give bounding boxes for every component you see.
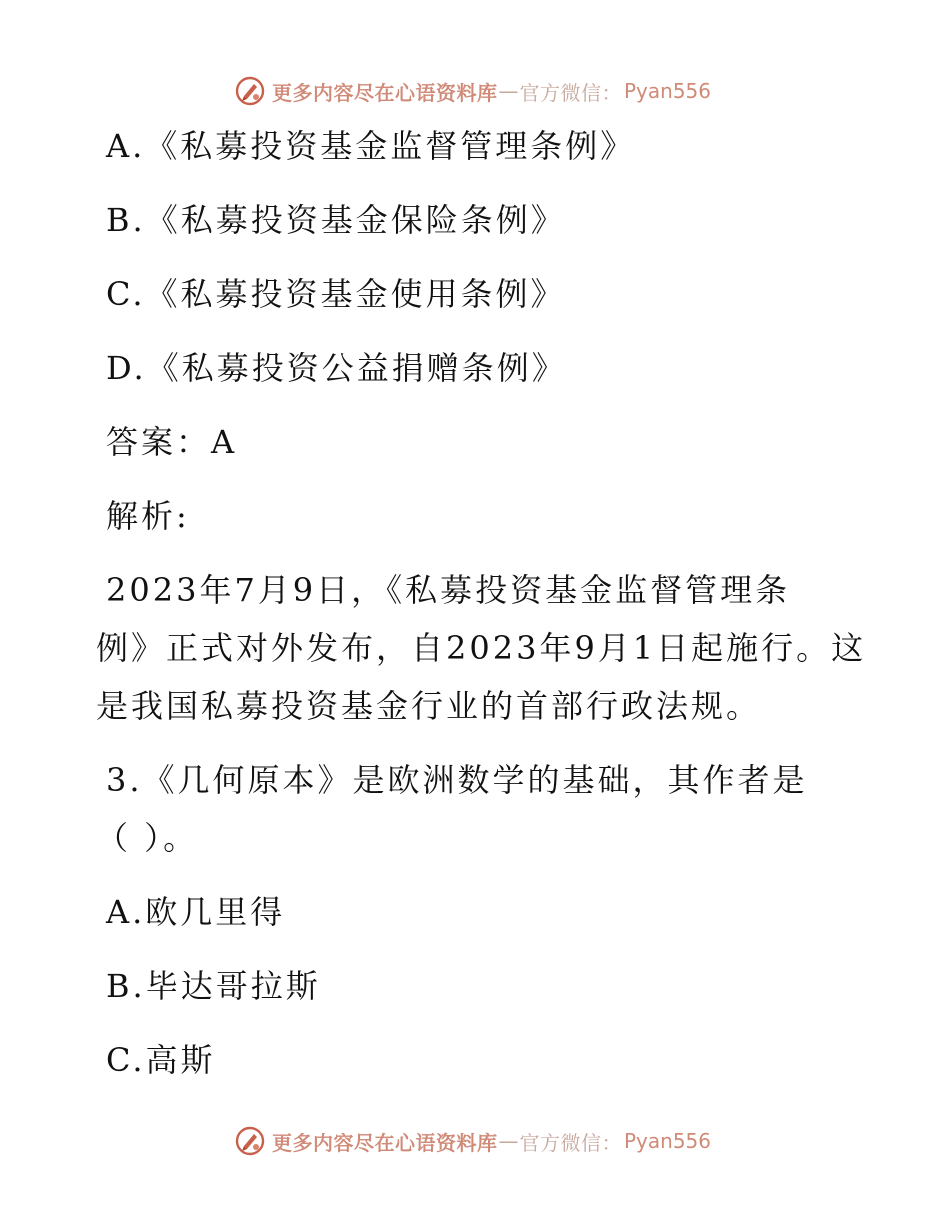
watermark-separator: — — [498, 1129, 519, 1153]
q3-question-line-1: 3.《几何原本》是欧洲数学的基础，其作者是 — [106, 761, 808, 799]
q2-option-a: A.《私募投资基金监督管理条例》 — [106, 127, 636, 165]
pen-heart-logo-icon — [234, 75, 266, 107]
watermark-wechat-label: 官方微信： — [519, 1130, 622, 1155]
watermark-main-text: 更多内容尽在心语资料库 — [272, 1130, 498, 1155]
q2-option-d: D.《私募投资公益捐赠条例》 — [106, 349, 567, 387]
q3-question-line-2: （ ）。 — [96, 819, 199, 857]
watermark-wechat-label: 官方微信： — [519, 80, 622, 105]
watermark-main-text: 更多内容尽在心语资料库 — [272, 80, 498, 105]
watermark-wechat-id: Pyan556 — [624, 1129, 712, 1153]
q3-option-a: A.欧几里得 — [106, 893, 286, 931]
watermark-wechat-id: Pyan556 — [624, 79, 712, 103]
watermark-separator: — — [498, 79, 519, 103]
pen-heart-logo-icon — [234, 1125, 266, 1157]
q2-analysis-line-1: 2023年7月9日，《私募投资基金监督管理条 — [106, 571, 791, 609]
q2-analysis-label: 解析: — [106, 497, 190, 535]
q2-answer: 答案：A — [106, 423, 238, 461]
q2-analysis-line-3: 是我国私募投资基金行业的首部行政法规。 — [96, 687, 762, 725]
header-watermark — [234, 74, 711, 108]
q2-analysis-line-2: 例》正式对外发布，自2023年9月1日起施行。这 — [96, 629, 867, 667]
q3-option-b: B.毕达哥拉斯 — [106, 967, 321, 1005]
q2-option-b: B.《私募投资基金保险条例》 — [106, 201, 566, 239]
q3-option-c: C.高斯 — [106, 1041, 216, 1079]
q2-option-c: C.《私募投资基金使用条例》 — [106, 275, 566, 313]
footer-watermark — [234, 1124, 711, 1158]
